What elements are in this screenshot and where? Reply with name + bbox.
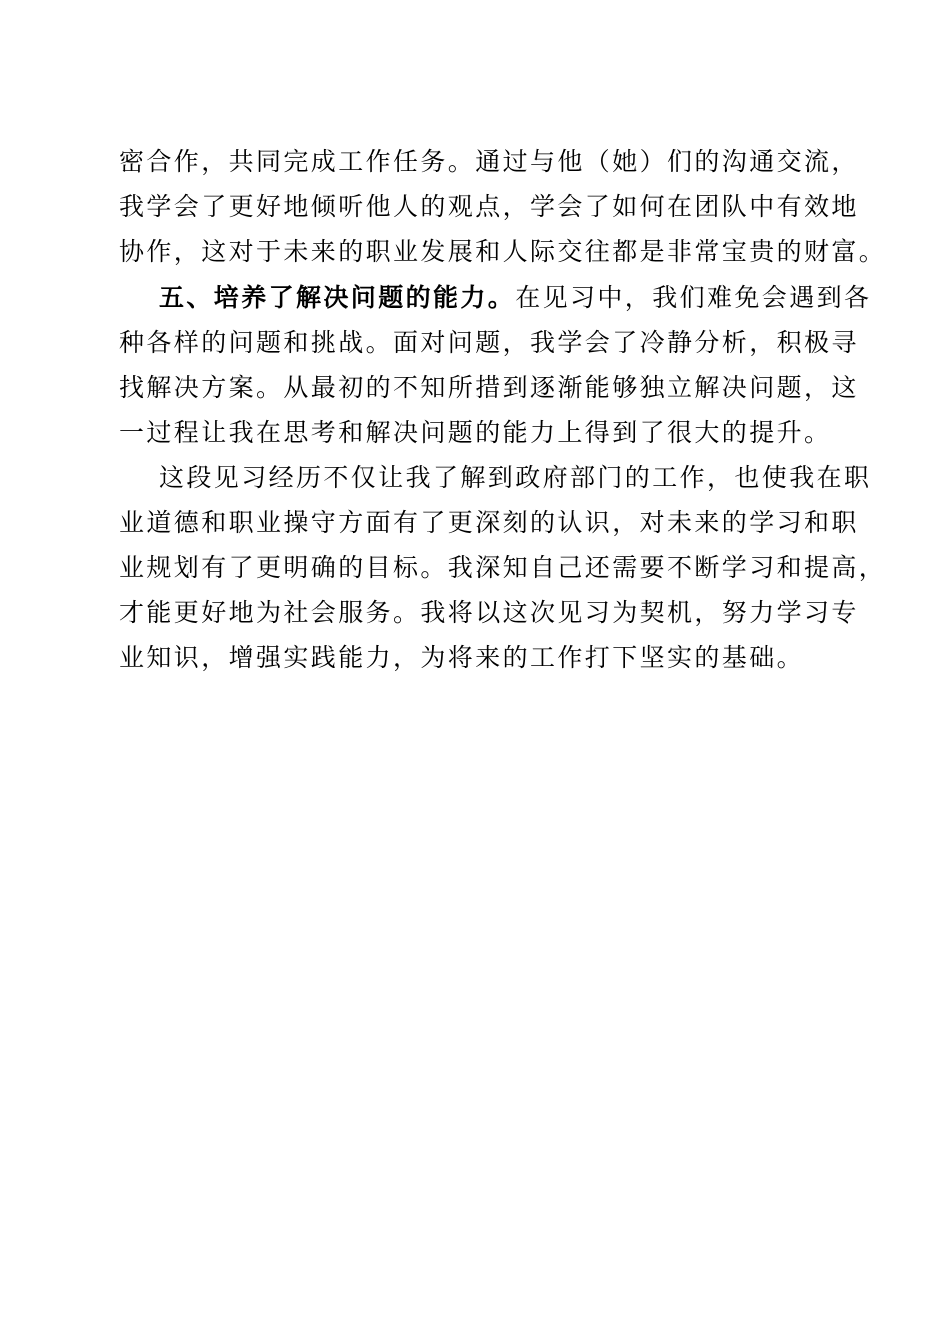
paragraph-2-line-1-text: 在见习中，我们难免会遇到各 — [515, 283, 872, 312]
paragraph-3-line-4: 才能更好地为社会服务。我将以这次见习为契机，努力学习专 — [119, 598, 859, 627]
paragraph-3-line-5: 业知识，增强实践能力，为将来的工作打下坚实的基础。 — [119, 643, 805, 672]
paragraph-1-line-1: 密合作，共同完成工作任务。通过与他（她）们的沟通交流， — [119, 147, 859, 176]
paragraph-2-line-4: 一过程让我在思考和解决问题的能力上得到了很大的提升。 — [119, 418, 832, 447]
paragraph-2-line-3: 找解决方案。从最初的不知所措到逐渐能够独立解决问题，这 — [119, 373, 859, 402]
section-heading: 五、培养了解决问题的能力。 — [159, 283, 516, 312]
paragraph-3-line-1: 这段见习经历不仅让我了解到政府部门的工作，也使我在职 — [159, 463, 872, 492]
paragraph-3-line-2: 业道德和职业操守方面有了更深刻的认识，对未来的学习和职 — [119, 508, 859, 537]
paragraph-2-line-1 — [159, 282, 872, 314]
paragraph-1-line-2: 我学会了更好地倾听他人的观点，学会了如何在团队中有效地 — [119, 192, 859, 221]
paragraph-1-line-3: 协作，这对于未来的职业发展和人际交往都是非常宝贵的财富。 — [119, 237, 887, 266]
paragraph-3-line-3: 业规划有了更明确的目标。我深知自己还需要不断学习和提高， — [119, 553, 887, 582]
paragraph-2-line-2: 种各样的问题和挑战。面对问题，我学会了冷静分析，积极寻 — [119, 328, 859, 357]
